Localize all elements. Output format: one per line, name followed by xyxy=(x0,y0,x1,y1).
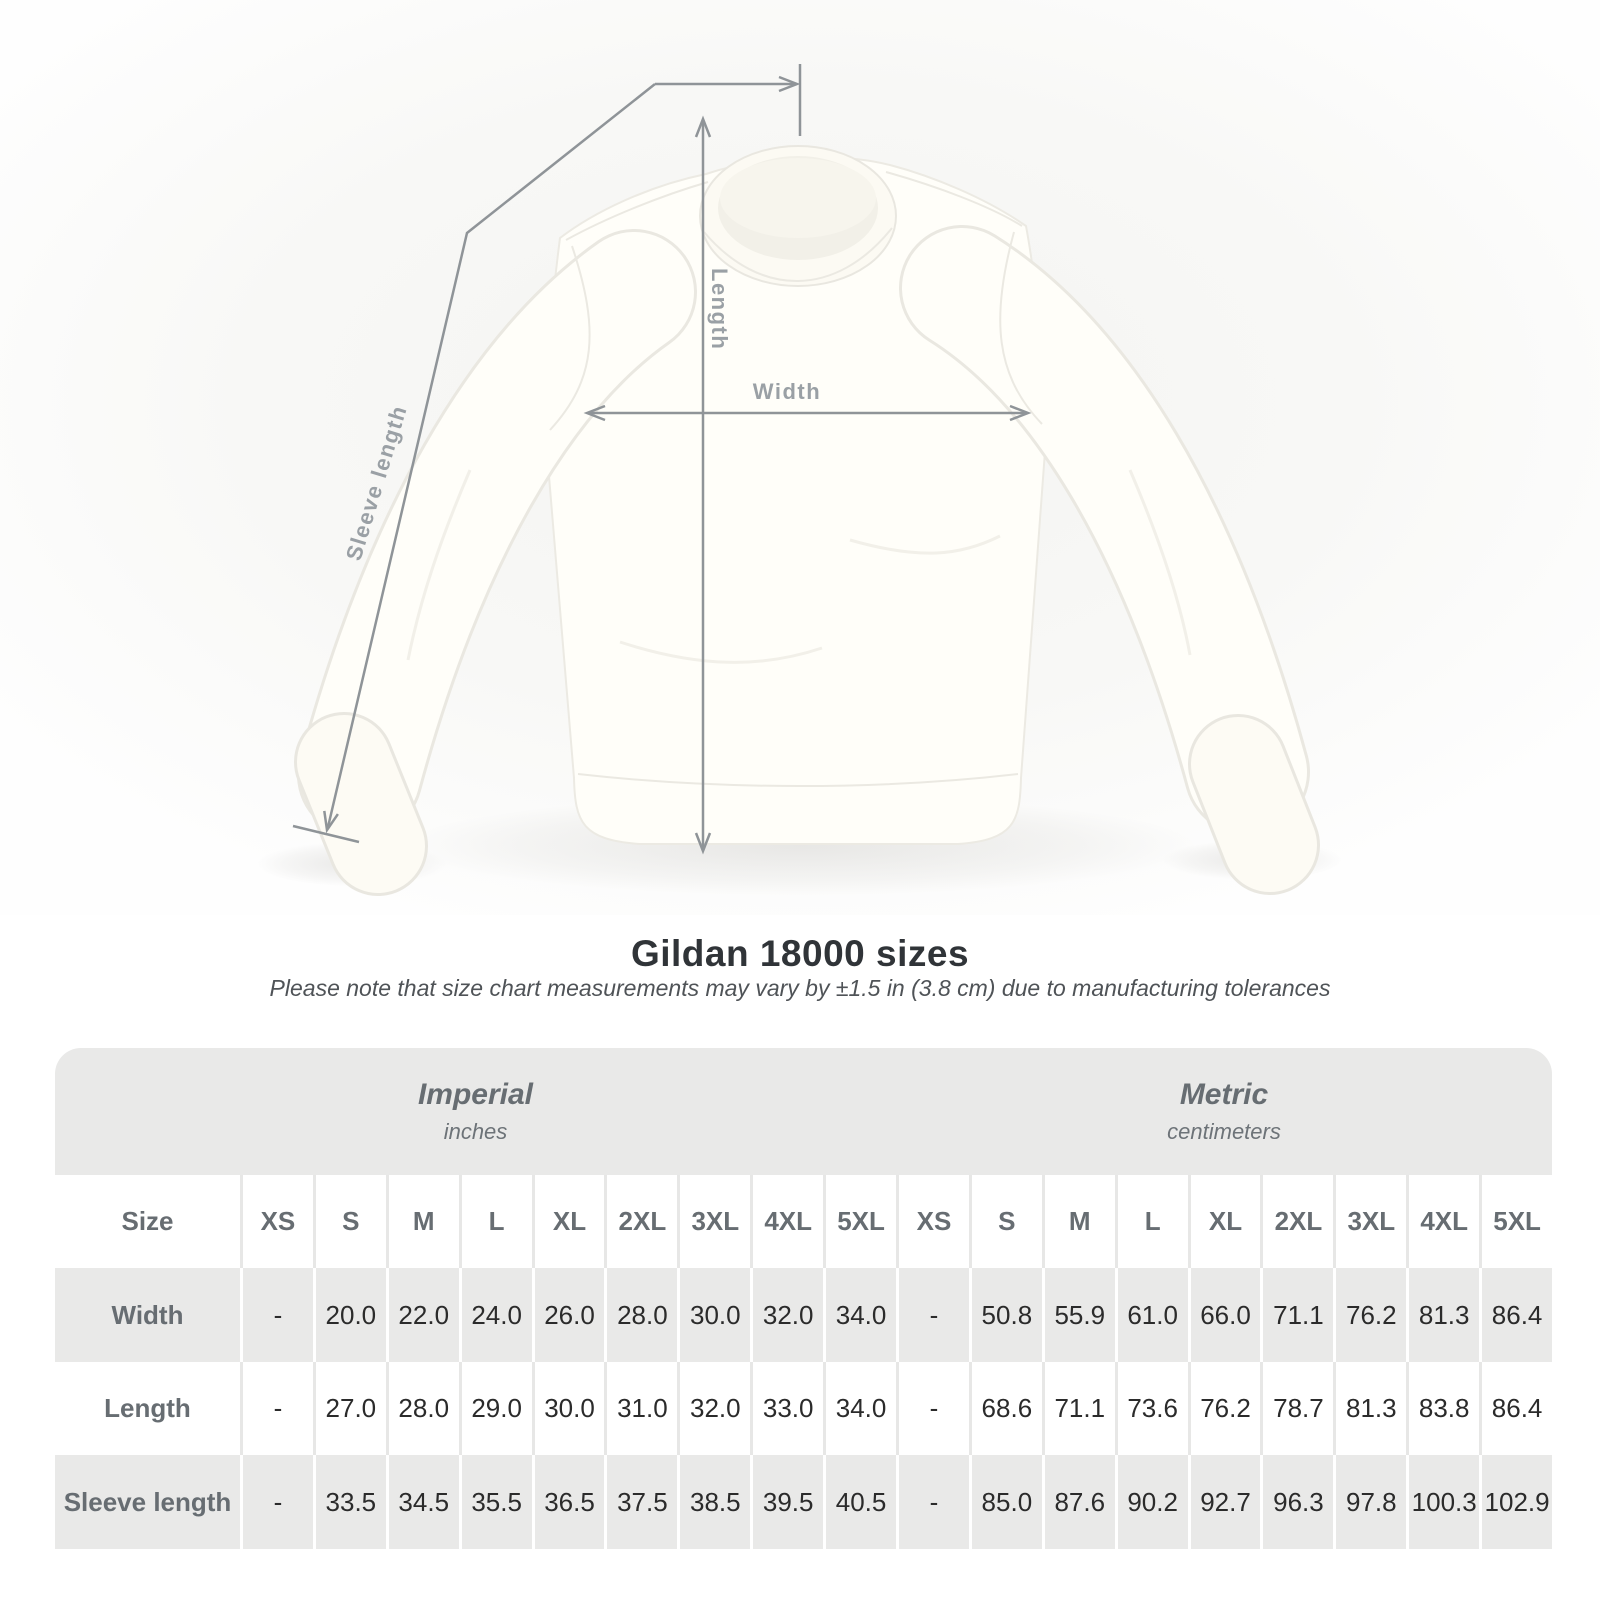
value-cell: 86.4 xyxy=(1479,1362,1552,1455)
value-cell: 76.2 xyxy=(1333,1268,1406,1362)
width-label: Width xyxy=(752,379,822,404)
value-cell: 34.0 xyxy=(823,1268,896,1362)
value-cell: 68.6 xyxy=(969,1362,1042,1455)
value-cell: 27.0 xyxy=(313,1362,386,1455)
table-row-sleeve-length xyxy=(55,1455,1552,1549)
page-title: Gildan 18000 sizes xyxy=(630,933,970,974)
value-cell: 26.0 xyxy=(532,1268,605,1362)
size-header-cell: M xyxy=(1042,1175,1115,1268)
unit-group-band xyxy=(55,1048,1552,1175)
value-cell: 36.5 xyxy=(532,1455,605,1549)
size-header-cell: 4XL xyxy=(750,1175,823,1268)
value-cell: 86.4 xyxy=(1479,1268,1552,1362)
value-cell: 32.0 xyxy=(677,1362,750,1455)
size-table xyxy=(55,1048,1552,1549)
value-cell: 102.9 xyxy=(1479,1455,1552,1549)
size-header-cell: S xyxy=(969,1175,1042,1268)
row-label: Sleeve length xyxy=(55,1455,240,1549)
value-cell: 100.3 xyxy=(1406,1455,1479,1549)
value-cell: - xyxy=(896,1268,969,1362)
tolerance-note: Please note that size chart measurements may vary by ±1.5 in (3.8 cm) due to manufacturing tolerances xyxy=(269,975,1331,1001)
value-cell: 24.0 xyxy=(459,1268,532,1362)
value-cell: 81.3 xyxy=(1333,1362,1406,1455)
size-header-cell: S xyxy=(313,1175,386,1268)
metric-band xyxy=(896,1048,1552,1175)
imperial-label: Imperial xyxy=(417,1078,534,1111)
value-cell: - xyxy=(240,1362,313,1455)
size-header-cell: L xyxy=(1115,1175,1188,1268)
value-cell: 20.0 xyxy=(313,1268,386,1362)
value-cell: 22.0 xyxy=(386,1268,459,1362)
size-header-cell: 5XL xyxy=(823,1175,896,1268)
size-header-cell: XS xyxy=(240,1175,313,1268)
value-cell: 66.0 xyxy=(1188,1268,1261,1362)
value-cell: 81.3 xyxy=(1406,1268,1479,1362)
value-cell: 38.5 xyxy=(677,1455,750,1549)
value-cell: 30.0 xyxy=(532,1362,605,1455)
value-cell: 85.0 xyxy=(969,1455,1042,1549)
size-header-cell: XL xyxy=(532,1175,605,1268)
imperial-band xyxy=(55,1048,896,1175)
value-cell: 33.0 xyxy=(750,1362,823,1455)
size-header-cell: M xyxy=(386,1175,459,1268)
value-cell: 40.5 xyxy=(823,1455,896,1549)
size-header-cell: XL xyxy=(1188,1175,1261,1268)
size-header-cell: 3XL xyxy=(1333,1175,1406,1268)
value-cell: 71.1 xyxy=(1260,1268,1333,1362)
sleeve-length-label: Sleeve length xyxy=(340,401,412,564)
value-cell: 78.7 xyxy=(1260,1362,1333,1455)
size-header: Size xyxy=(55,1175,240,1268)
value-cell: 71.1 xyxy=(1042,1362,1115,1455)
value-cell: 97.8 xyxy=(1333,1455,1406,1549)
value-cell: 96.3 xyxy=(1260,1455,1333,1549)
table-row-length xyxy=(55,1362,1552,1455)
size-header-cell: 4XL xyxy=(1406,1175,1479,1268)
value-cell: 76.2 xyxy=(1188,1362,1261,1455)
value-cell: - xyxy=(896,1455,969,1549)
value-cell: 87.6 xyxy=(1042,1455,1115,1549)
size-header-cell: 2XL xyxy=(604,1175,677,1268)
value-cell: 92.7 xyxy=(1188,1455,1261,1549)
size-header-row xyxy=(55,1175,1552,1268)
value-cell: 34.5 xyxy=(386,1455,459,1549)
value-cell: 55.9 xyxy=(1042,1268,1115,1362)
size-header-cell: L xyxy=(459,1175,532,1268)
value-cell: 73.6 xyxy=(1115,1362,1188,1455)
value-cell: 83.8 xyxy=(1406,1362,1479,1455)
value-cell: 31.0 xyxy=(604,1362,677,1455)
value-cell: 32.0 xyxy=(750,1268,823,1362)
metric-label: Metric xyxy=(1179,1078,1269,1111)
value-cell: 37.5 xyxy=(604,1455,677,1549)
size-header-cell: 5XL xyxy=(1479,1175,1552,1268)
value-cell: 29.0 xyxy=(459,1362,532,1455)
value-cell: - xyxy=(896,1362,969,1455)
imperial-unit: inches xyxy=(443,1119,508,1144)
value-cell: 61.0 xyxy=(1115,1268,1188,1362)
value-cell: 34.0 xyxy=(823,1362,896,1455)
value-cell: 39.5 xyxy=(750,1455,823,1549)
row-label: Length xyxy=(55,1362,240,1455)
value-cell: 90.2 xyxy=(1115,1455,1188,1549)
metric-unit: centimeters xyxy=(1167,1119,1281,1144)
size-header-cell: XS xyxy=(896,1175,969,1268)
value-cell: 50.8 xyxy=(969,1268,1042,1362)
row-label: Width xyxy=(55,1268,240,1362)
length-label: Length xyxy=(707,268,732,351)
value-cell: - xyxy=(240,1268,313,1362)
value-cell: 28.0 xyxy=(386,1362,459,1455)
value-cell: 28.0 xyxy=(604,1268,677,1362)
table-row-width xyxy=(55,1268,1552,1362)
value-cell: 33.5 xyxy=(313,1455,386,1549)
size-header-cell: 3XL xyxy=(677,1175,750,1268)
size-header-cell: 2XL xyxy=(1260,1175,1333,1268)
value-cell: 35.5 xyxy=(459,1455,532,1549)
value-cell: 30.0 xyxy=(677,1268,750,1362)
value-cell: - xyxy=(240,1455,313,1549)
